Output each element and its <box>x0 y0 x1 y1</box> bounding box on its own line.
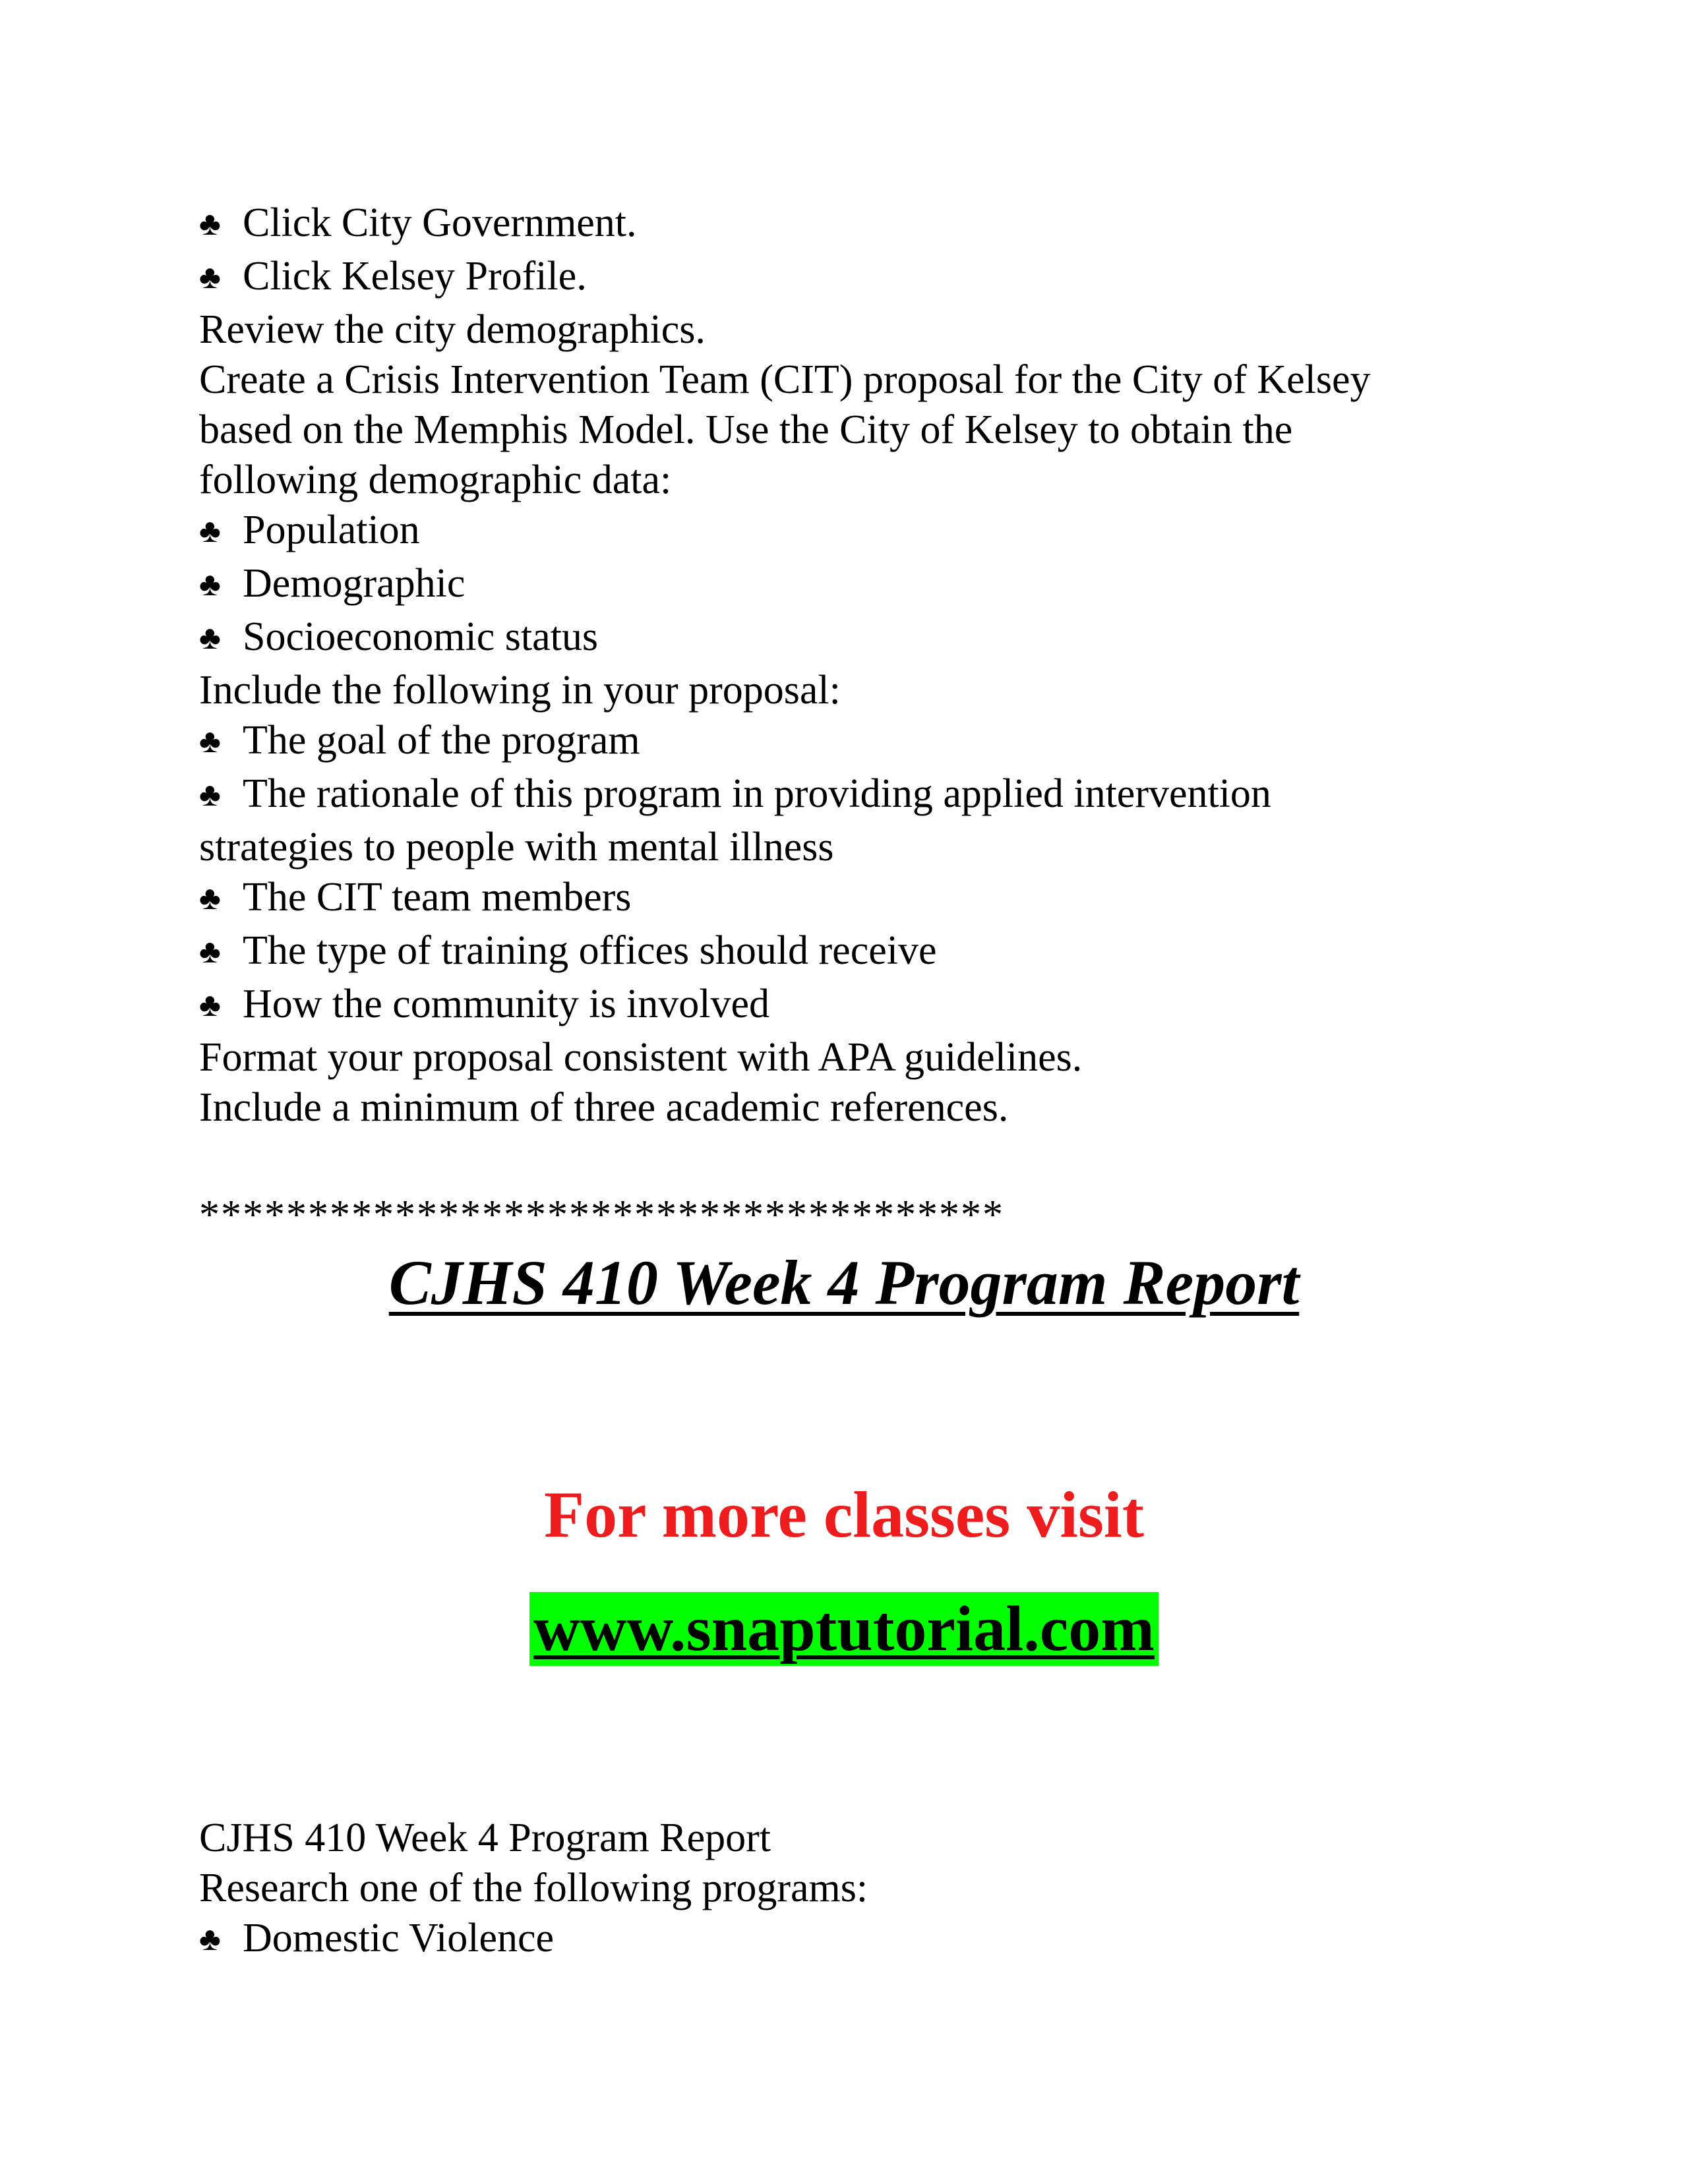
bullet-text: Click City Government. <box>243 200 637 245</box>
bullet-item <box>199 251 587 302</box>
text-line: Format your proposal consistent with APA guidelines. <box>199 1035 1083 1080</box>
text-line: Include the following in your proposal: <box>199 668 841 713</box>
text-line: strategies to people with mental illness <box>199 825 834 870</box>
bullet-item <box>199 505 420 556</box>
bullet-item <box>199 979 769 1030</box>
club-bullet-icon: ♣ <box>199 258 221 295</box>
bullet-text: How the community is involved <box>243 982 770 1026</box>
text-line: Review the city demographics. <box>199 307 706 352</box>
text-line: CJHS 410 Week 4 Program Report <box>199 1815 771 1860</box>
bullet-text: Socioeconomic status <box>243 614 598 659</box>
bullet-text: The CIT team members <box>243 875 632 920</box>
club-bullet-icon: ♣ <box>199 205 221 242</box>
bullet-item <box>199 769 1271 819</box>
club-bullet-icon: ♣ <box>199 566 221 603</box>
text-line: Research one of the following programs: <box>199 1866 868 1910</box>
promo-text: For more classes visit <box>543 1478 1144 1551</box>
text-line: Include a minimum of three academic references. <box>199 1085 1009 1130</box>
bullet-text: Demographic <box>243 561 466 606</box>
bullet-item <box>199 1913 554 1964</box>
bullet-item <box>199 198 637 249</box>
bullet-text: Domestic Violence <box>243 1916 555 1961</box>
bullet-item <box>199 926 937 976</box>
bullet-text: The rationale of this program in providing applied intervention <box>243 771 1271 816</box>
club-bullet-icon: ♣ <box>199 723 221 759</box>
bullet-item <box>199 558 465 609</box>
text-line: based on the Memphis Model. Use the City of Kelsey to obtain the <box>199 407 1293 452</box>
section-title: CJHS 410 Week 4 Program Report <box>388 1247 1300 1318</box>
bullet-text: Population <box>243 508 420 552</box>
club-bullet-icon: ♣ <box>199 619 221 656</box>
club-bullet-icon: ♣ <box>199 1920 221 1957</box>
bullet-text: Click Kelsey Profile. <box>243 254 587 299</box>
bullet-item <box>199 715 640 766</box>
bullet-item <box>199 872 631 923</box>
bullet-item <box>199 612 598 663</box>
separator-line: ************************************* <box>199 1193 1004 1237</box>
club-bullet-icon: ♣ <box>199 512 221 549</box>
website-link[interactable]: www.snaptutorial.com <box>529 1592 1159 1666</box>
text-line: Create a Crisis Intervention Team (CIT) proposal for the City of Kelsey <box>199 357 1371 402</box>
club-bullet-icon: ♣ <box>199 986 221 1023</box>
bullet-text: The goal of the program <box>243 718 640 763</box>
club-bullet-icon: ♣ <box>199 933 221 970</box>
club-bullet-icon: ♣ <box>199 776 221 813</box>
bullet-text: The type of training offices should receive <box>243 928 937 973</box>
club-bullet-icon: ♣ <box>199 879 221 916</box>
text-line: following demographic data: <box>199 457 672 502</box>
